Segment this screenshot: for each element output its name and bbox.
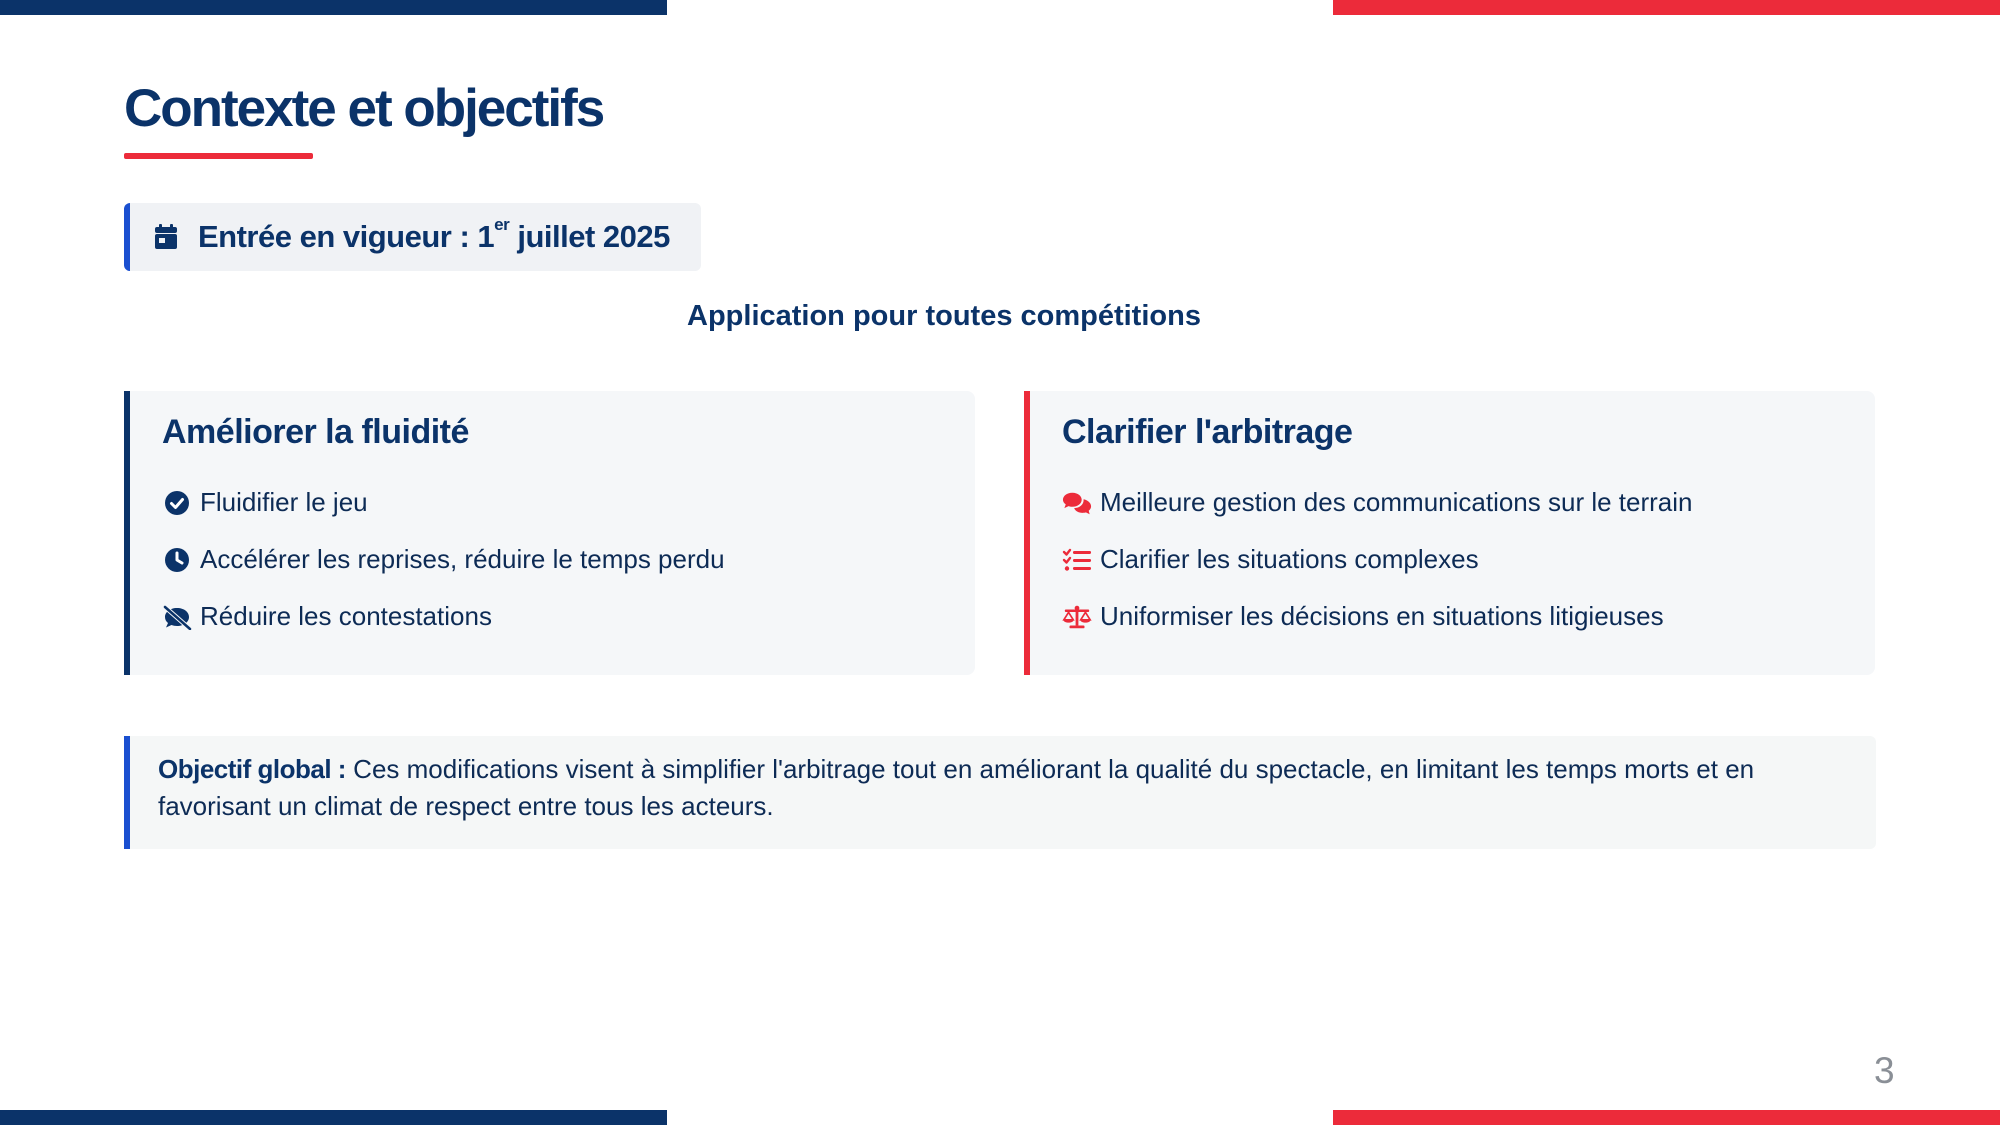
card-title: Clarifier l'arbitrage: [1062, 413, 1353, 451]
list-item: Meilleure gestion des communications sur le terrain: [1062, 474, 1875, 531]
goal-text: Ces modifications visent à simplifier l'arbitrage tout en améliorant la qualité du spectacle, en limitant les temps morts et en favorisant un climat de respect entre tous les acteurs.: [158, 754, 1755, 821]
comments-icon: [1062, 488, 1092, 518]
ordinal-superscript: er: [494, 215, 510, 234]
card-fluidity: [124, 391, 975, 675]
list-item: Fluidifier le jeu: [162, 474, 975, 531]
card-list: [1062, 474, 1875, 645]
effective-date-text: Entrée en vigueur : 1er juillet 2025: [198, 215, 670, 254]
scope-subtitle: Application pour toutes compétitions: [687, 300, 1201, 332]
bottom-left-accent-band: [0, 1110, 667, 1125]
effective-date-pill: [124, 203, 701, 271]
goal-label: Objectif global :: [158, 754, 346, 784]
list-item: Uniformiser les décisions en situations litigieuses: [1062, 588, 1875, 645]
card-refereeing: [1024, 391, 1875, 675]
card-list: [162, 474, 975, 645]
list-item: Clarifier les situations complexes: [1062, 531, 1875, 588]
comment-slash-icon: [162, 602, 192, 632]
page-title: Contexte et objectifs: [124, 79, 604, 138]
page-number: 3: [1874, 1050, 1895, 1091]
top-right-accent-band: [1333, 0, 2000, 15]
list-item: Réduire les contestations: [162, 588, 975, 645]
calendar-icon: [154, 224, 178, 250]
clock-icon: [162, 545, 192, 575]
list-item: Accélérer les reprises, réduire le temps perdu: [162, 531, 975, 588]
card-title: Améliorer la fluidité: [162, 413, 469, 451]
top-left-accent-band: [0, 0, 667, 15]
scale-icon: [1062, 602, 1092, 632]
global-objective-box: [124, 736, 1876, 849]
bottom-right-accent-band: [1333, 1110, 2000, 1125]
title-underline: [124, 153, 313, 159]
check-circle-icon: [162, 488, 192, 518]
list-check-icon: [1062, 545, 1092, 575]
